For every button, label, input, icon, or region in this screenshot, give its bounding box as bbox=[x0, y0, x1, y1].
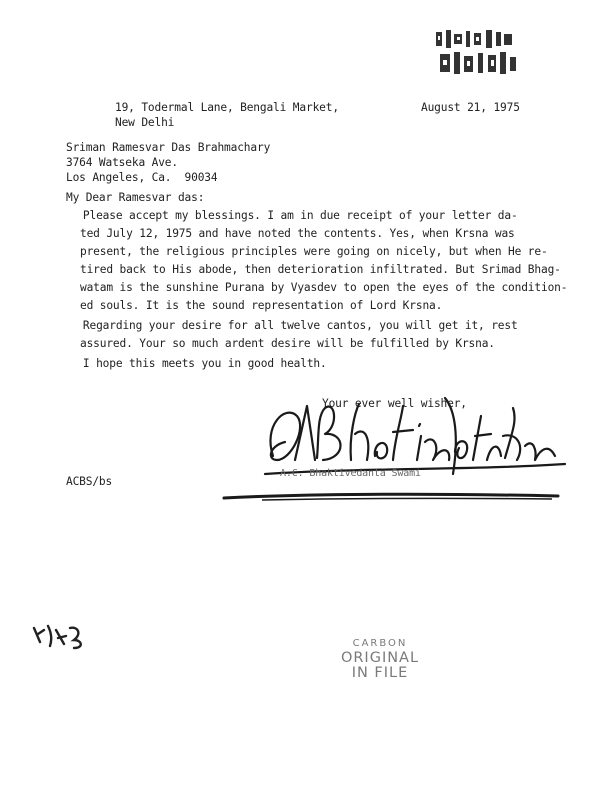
body-line: watam is the sunshine Purana by Vyasdev to open the eyes of the condition- bbox=[80, 281, 568, 294]
body-line: ted July 12, 1975 and have noted the contents. Yes, when Krsna was bbox=[80, 227, 515, 240]
salutation: My Dear Ramesvar das: bbox=[66, 191, 205, 204]
body-line: tired back to His abode, then deterioration infiltrated. But Srimad Bhag- bbox=[80, 263, 561, 276]
filing-stamp-mark bbox=[432, 28, 522, 80]
body-line: present, the religious principles were going on nicely, but when He re- bbox=[80, 245, 548, 258]
signature-underline bbox=[222, 490, 562, 504]
closing: Your ever well wisher, bbox=[322, 397, 467, 410]
body-line: ed souls. It is the sound representation of Lord Krsna. bbox=[80, 299, 443, 312]
body-line: assured. Your so much ardent desire will be fulfilled by Krsna. bbox=[80, 337, 495, 350]
sender-address-line2: New Delhi bbox=[115, 116, 175, 129]
recipient-street: 3764 Watseka Ave. bbox=[66, 156, 178, 169]
sender-address-line1: 19, Todermal Lane, Bengali Market, bbox=[115, 101, 339, 114]
typist-initials: ACBS/bs bbox=[66, 475, 113, 488]
carbon-stamp-line1: CARBON bbox=[352, 638, 408, 649]
carbon-original-stamp bbox=[330, 636, 430, 681]
margin-mark bbox=[30, 620, 90, 650]
body-line: Please accept my blessings. I am in due receipt of your letter da- bbox=[50, 209, 518, 222]
body-line: Regarding your desire for all twelve cantos, you will get it, rest bbox=[50, 319, 518, 332]
typed-signature: A.C. Bhaktivedanta Swami bbox=[280, 468, 421, 479]
recipient-name: Sriman Ramesvar Das Brahmachary bbox=[66, 141, 271, 154]
body-line: I hope this meets you in good health. bbox=[50, 357, 327, 370]
recipient-city: Los Angeles, Ca. 90034 bbox=[66, 171, 218, 184]
carbon-stamp-line3: IN FILE bbox=[351, 665, 409, 681]
carbon-stamp-line2: ORIGINAL bbox=[340, 650, 420, 666]
letter-date: August 21, 1975 bbox=[421, 101, 520, 114]
